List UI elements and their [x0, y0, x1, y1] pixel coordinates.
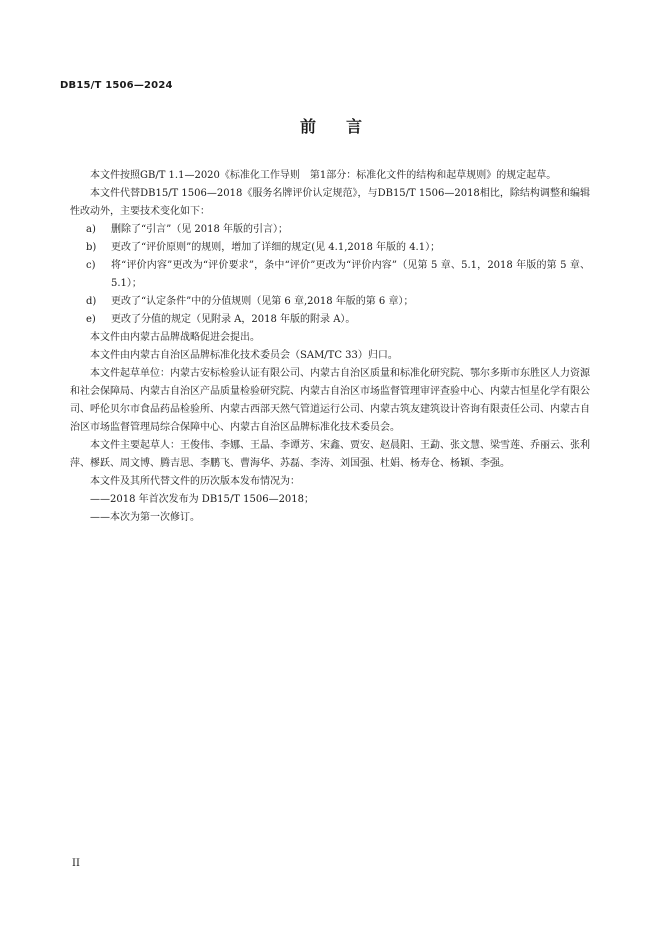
document-body [70, 167, 590, 527]
list-item-text: 将“评价内容”更改为“评价要求”，条中“评价”更改为“评价内容”（见第 5 章、5.1，2018 年版的第 5 章、5.1）； [111, 260, 590, 289]
paragraph: 本文件由内蒙古自治区品牌标准化技术委员会（SAM/TC 33）归口。 [90, 350, 398, 361]
list-marker: c) [86, 260, 96, 271]
list-item-text: 更改了“评价原则”的规则，增加了详细的规定(见 4.1,2018 年版的 4.1）； [111, 242, 441, 253]
list-marker: d) [86, 296, 97, 307]
change-list [70, 221, 590, 329]
history-item: ——2018 年首次发布为 DB15/T 1506—2018； [90, 494, 315, 505]
list-item [70, 221, 590, 239]
paragraph: 本文件代替DB15/T 1506—2018《服务名牌评价认定规范》，与DB15/T 1506—2018相比，除结构调整和编辑性改动外，主要技术变化如下： [70, 188, 590, 217]
list-item-text: 更改了“认定条件”中的分值规则（见第 6 章,2018 年版的第 6 章）； [111, 296, 414, 307]
list-marker: e) [86, 314, 96, 325]
drafters: 本文件主要起草人：王俊伟、李娜、王晶、李谭芳、宋鑫、贾安、赵晨阳、王勐、张文慧、梁雪莲、乔丽云、张利萍、樛跃、周文博、腾吉思、李鹏飞、曹海华、苏磊、李涛、刘国强、杜娟、杨寿仓、杨颖、李强。 [70, 440, 590, 469]
drafting-units: 本文件起草单位：内蒙古安标检验认证有限公司、内蒙古自治区质量和标准化研究院、鄂尔多斯市东胜区人力资源和社会保障局、内蒙古自治区产品质量检验研究院、内蒙古自治区市场监督管理审评查验中心、内蒙古恒星化学有限公司、呼伦贝尔市食品药品检验所、内蒙古西部天然气管道运行公司、内蒙古筑友建筑设计咨询有限责任公司、内蒙古自治区市场监督管理局综合保障中心、内蒙古自治区品牌标准化技术委员会。 [70, 368, 590, 433]
history-item: ——本次为第一次修订。 [90, 512, 200, 523]
list-item-text: 删除了“引言”（见 2018 年版的引言）； [111, 224, 289, 235]
page-number: II [72, 858, 80, 869]
paragraph: 本文件按照GB/T 1.1—2020《标准化工作导则 第1部分：标准化文件的结构和起草规则》的规定起草。 [90, 170, 557, 181]
list-item [70, 293, 590, 311]
list-item [70, 311, 590, 329]
page-title: 前言 [299, 117, 392, 136]
list-item [70, 257, 590, 293]
list-marker: b) [86, 242, 97, 253]
list-marker: a) [86, 224, 96, 235]
list-item-text: 更改了分值的规定（见附录 A，2018 年版的附录 A）。 [111, 314, 356, 325]
list-item [70, 239, 590, 257]
paragraph: 本文件及其所代替文件的历次版本发布情况为： [90, 476, 300, 487]
paragraph: 本文件由内蒙古品牌战略促进会提出。 [90, 332, 260, 343]
document-id: DB15/T 1506—2024 [60, 80, 173, 91]
